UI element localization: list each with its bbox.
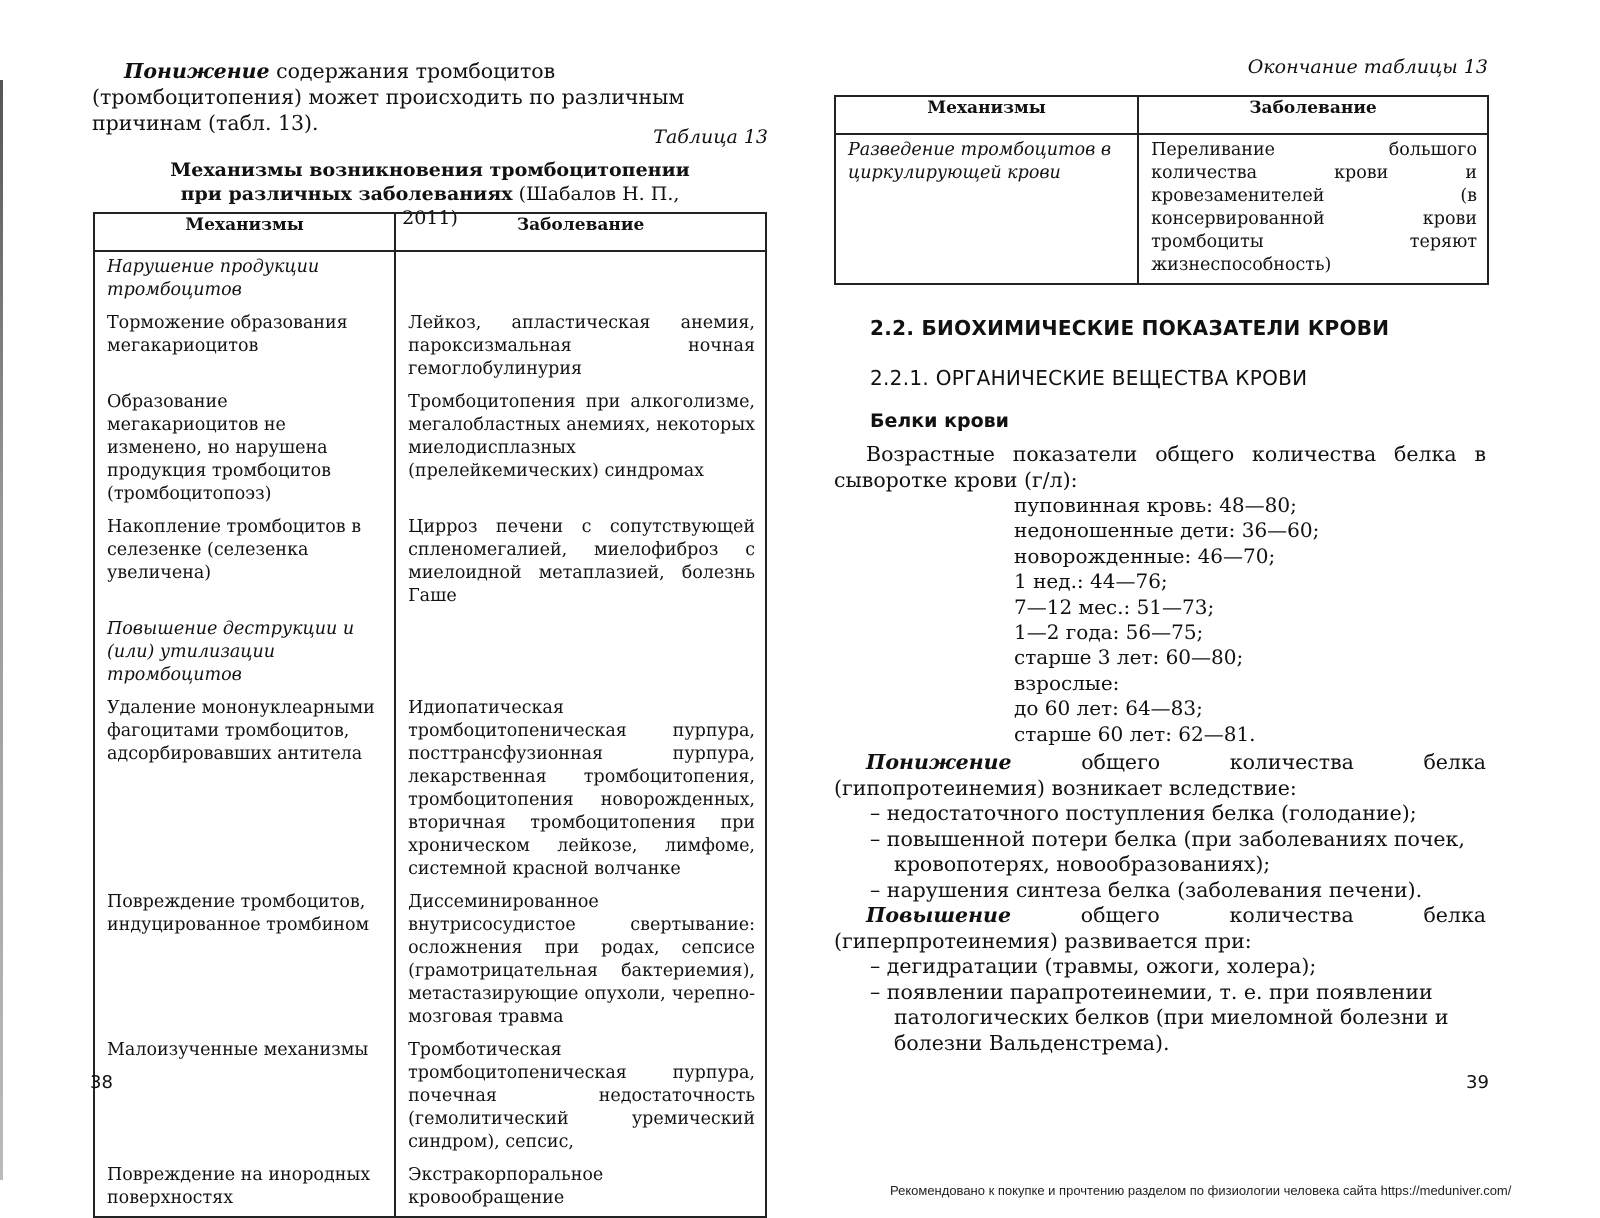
decrease-cause-item: – повышенной потери белка (при заболеваниях почек, кровопотерях, новообразованиях); <box>870 827 1486 878</box>
disease-cell: Лейкоз, апластическая анемия, пароксизмальная ночная гемоглобулинурия <box>395 308 766 387</box>
subsection-heading: 2.2.1. ОРГАНИЧЕСКИЕ ВЕЩЕСТВА КРОВИ <box>870 366 1308 390</box>
protein-value-item: 1—2 года: 56—75; <box>1014 620 1204 645</box>
section-label-cell: Нарушение продукции тромбоцитов <box>94 251 395 308</box>
decrease-cause-item: – недостаточного поступления белка (голодание); <box>870 801 1486 827</box>
table-row <box>94 512 766 614</box>
mechanism-cell: Повреждение на инородных поверхностях <box>94 1160 395 1217</box>
table-row <box>94 387 766 512</box>
protein-value-item: 1 нед.: 44—76; <box>1014 569 1168 594</box>
table-header-row <box>835 96 1488 134</box>
intro-paragraph <box>92 58 770 136</box>
protein-value-item: недоношенные дети: 36—60; <box>1014 518 1320 543</box>
mechanism-cell: Удаление мононуклеарными фагоцитами тромбоцитов, адсорбировавших антитела <box>94 693 395 887</box>
protein-value-item: новорожденные: 46—70; <box>1014 543 1276 568</box>
disease-cell: Тромбоцитопения при алкоголизме, мегалобластных анемиях, некоторых миелодисплазных (прелейкемических) синдромах <box>395 387 766 512</box>
increase-paragraph <box>834 902 1486 954</box>
section-label-cell: Повышение деструкции и (или) утилизации тромбоцитов <box>94 614 395 693</box>
decrease-text: общего количества белка (гипопротеинемия) возникает вследствие: <box>834 750 1486 800</box>
table-row <box>94 308 766 387</box>
protein-value-item: старше 60 лет: 62—81. <box>1014 721 1256 746</box>
disease-cell: Диссеминированное внутрисосудистое свертывание: осложнения при родах, сепсисе (грамотрицательная бактериемия), метастазирующие опухоли, черепно-мозговая травма <box>395 887 766 1035</box>
decrease-lead: Понижение <box>866 750 1012 774</box>
table-row <box>94 251 766 308</box>
table-title-bold: Механизмы возникновения тромбоцитопении при различных заболеваниях <box>170 159 690 205</box>
disease-cell: Переливание большого количества крови и кровезаменителей (в консервированной крови тромбоциты теряют жизнеспособность) <box>1138 134 1488 284</box>
section-heading: 2.2. БИОХИМИЧЕСКИЕ ПОКАЗАТЕЛИ КРОВИ <box>870 316 1390 340</box>
protein-value-item: пуповинная кровь: 48—80; <box>1014 493 1297 517</box>
protein-value-item: взрослые: <box>1014 670 1120 695</box>
proteins-heading: Белки крови <box>870 410 1009 432</box>
protein-value-item: старше 3 лет: 60—80; <box>1014 645 1244 670</box>
mechanism-cell: Разведение тромбоцитов в циркулирующей крови <box>835 134 1138 284</box>
intro-text: содержания тромбоцитов (тромбоцитопения) может происходить по различным причинам (табл. 13). <box>92 59 685 135</box>
increase-causes-list <box>870 954 1486 1056</box>
col-header-mechanisms: Механизмы <box>835 96 1138 134</box>
increase-cause-item: – появлении парапротеинемии, т. е. при появлении патологических белков (при миеломной болезни и болезни Вальденстрема). <box>870 980 1486 1057</box>
table-header-row <box>94 213 766 251</box>
mechanism-cell: Образование мегакариоцитов не изменено, но нарушена продукция тромбоцитов (тромбоцитопоэз) <box>94 387 395 512</box>
disease-cell: Экстракорпоральное кровообращение <box>395 1160 766 1217</box>
mechanism-cell: Торможение образования мегакариоцитов <box>94 308 395 387</box>
right-page <box>800 0 1600 1211</box>
thrombocytopenia-table-continued <box>834 95 1489 285</box>
disease-cell: Тромботическая тромбоцитопеническая пурпура, почечная недостаточность (гемолитический уремический синдром), сепсис, <box>395 1035 766 1160</box>
increase-text: общего количества белка (гиперпротеинемия) развивается при: <box>834 903 1486 953</box>
table-continuation-caption: Окончание таблицы 13 <box>1247 56 1488 78</box>
table-row <box>94 693 766 887</box>
increase-cause-item: – дегидратации (травмы, ожоги, холера); <box>870 954 1486 980</box>
thrombocytopenia-table <box>93 212 767 1218</box>
increase-lead: Повышение <box>866 903 1011 927</box>
page-number: 39 <box>1466 1072 1489 1093</box>
disease-cell <box>395 614 766 693</box>
protein-value-item: 7—12 мес.: 51—73; <box>1014 594 1215 619</box>
mechanism-cell: Накопление тромбоцитов в селезенке (селезенка увеличена) <box>94 512 395 614</box>
protein-values-list <box>1014 493 1474 747</box>
disease-cell: Цирроз печени с сопутствующей спленомегалией, миелофиброз с миелоидной метаплазией, болезнь Гаше <box>395 512 766 614</box>
col-header-mechanisms: Механизмы <box>94 213 395 251</box>
mechanism-cell: Повреждение тромбоцитов, индуцированное тромбином <box>94 887 395 1035</box>
intro-lead: Понижение <box>124 59 270 83</box>
table-row <box>94 614 766 693</box>
disease-cell: Идиопатическая тромбоцитопеническая пурпура, посттрансфузионная пурпура, лекарственная тромбоцитопения, тромбоцитопения новорожденных, вторичная тромбоцитопения при хроническом лейкозе, лимфоме, системной красной волчанке <box>395 693 766 887</box>
table-row <box>94 1035 766 1160</box>
proteins-intro: Возрастные показатели общего количества белка в сыворотке крови (г/л): <box>834 442 1486 492</box>
table-title-source: (Шабалов Н. П., 2011) <box>402 183 680 229</box>
protein-value-item: до 60 лет: 64—83; <box>1014 696 1203 721</box>
page-number: 38 <box>90 1072 113 1093</box>
left-page <box>0 0 800 1211</box>
decrease-causes-list <box>870 801 1486 903</box>
table-caption: Таблица 13 <box>653 126 768 148</box>
footer-recommendation: Рекомендовано к покупке и прочтению разделом по физиологии человека сайта https://meduniver.com/ <box>890 1183 1512 1198</box>
mechanism-cell: Малоизученные механизмы <box>94 1035 395 1160</box>
decrease-cause-item: – нарушения синтеза белка (заболевания печени). <box>870 878 1486 904</box>
table-row <box>835 134 1488 284</box>
col-header-disease: Заболевание <box>395 213 766 251</box>
disease-cell <box>395 251 766 308</box>
table-row <box>94 887 766 1035</box>
table-row <box>94 1160 766 1217</box>
col-header-disease: Заболевание <box>1138 96 1488 134</box>
decrease-paragraph <box>834 749 1486 801</box>
